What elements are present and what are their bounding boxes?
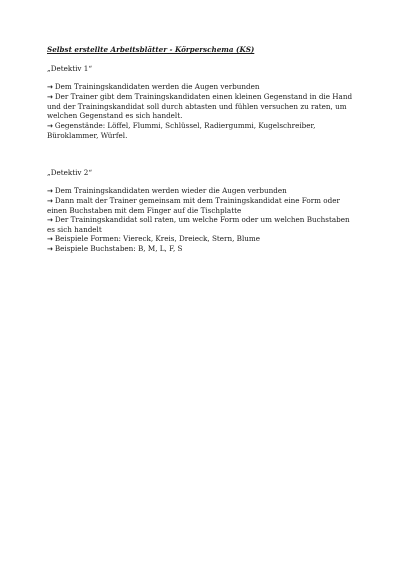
arrow-right-icon: →	[47, 196, 53, 205]
section-detektiv-2	[47, 168, 357, 255]
arrow-right-icon: →	[47, 186, 53, 195]
list-item-text: Dann malt der Trainer gemeinsam mit dem Trainingskandidat eine Form oder einen Buchstaben mit dem Finger auf die Tischplatte	[47, 195, 340, 216]
arrow-right-icon: →	[47, 216, 53, 225]
instruction-list	[47, 186, 357, 255]
list-item-text: Beispiele Formen: Viereck, Kreis, Dreieck, Stern, Blume	[54, 234, 260, 244]
list-item-text: Gegenstände: Löffel, Flummi, Schlüssel, Radiergummi, Kugelschreiber, Büroklammer, Würfel.	[47, 120, 316, 140]
arrow-right-icon: →	[47, 235, 53, 244]
instruction-list	[47, 82, 357, 140]
list-item	[47, 92, 357, 120]
list-item-text: Dem Trainingskandidaten werden wieder die Augen verbunden	[54, 185, 287, 195]
section-spacer	[47, 140, 357, 168]
list-item	[47, 121, 357, 140]
list-item	[47, 186, 357, 196]
list-item	[47, 215, 357, 234]
arrow-right-icon: →	[47, 83, 53, 92]
section-heading: „Detektiv 2“	[47, 167, 93, 177]
arrow-right-icon: →	[47, 93, 53, 102]
arrow-right-icon: →	[47, 245, 53, 254]
list-item-text: Der Trainingskandidat soll raten, um welche Form oder um welchen Buchstaben es sich handelt	[47, 215, 350, 235]
list-item	[47, 196, 357, 215]
section-detektiv-1	[47, 64, 357, 140]
document-title: Selbst erstellte Arbeitsblätter - Körperschema (KS)	[47, 45, 255, 54]
list-item	[47, 244, 357, 254]
list-item-text: Dem Trainingskandidaten werden die Augen verbunden	[54, 82, 260, 92]
list-item-text: Der Trainer gibt dem Trainingskandidaten einen kleinen Gegenstand in die Hand und der Trainingskandidat soll durch abtasten und fühlen versuchen zu raten, um welchen Gegenstand es sich handelt.	[47, 92, 353, 121]
list-item-text: Beispiele Buchstaben: B, M, L, F, S	[54, 244, 183, 254]
list-item	[47, 82, 357, 92]
list-item	[47, 234, 357, 244]
section-heading: „Detektiv 1“	[47, 64, 93, 74]
arrow-right-icon: →	[47, 121, 53, 130]
worksheet-page	[47, 45, 357, 255]
